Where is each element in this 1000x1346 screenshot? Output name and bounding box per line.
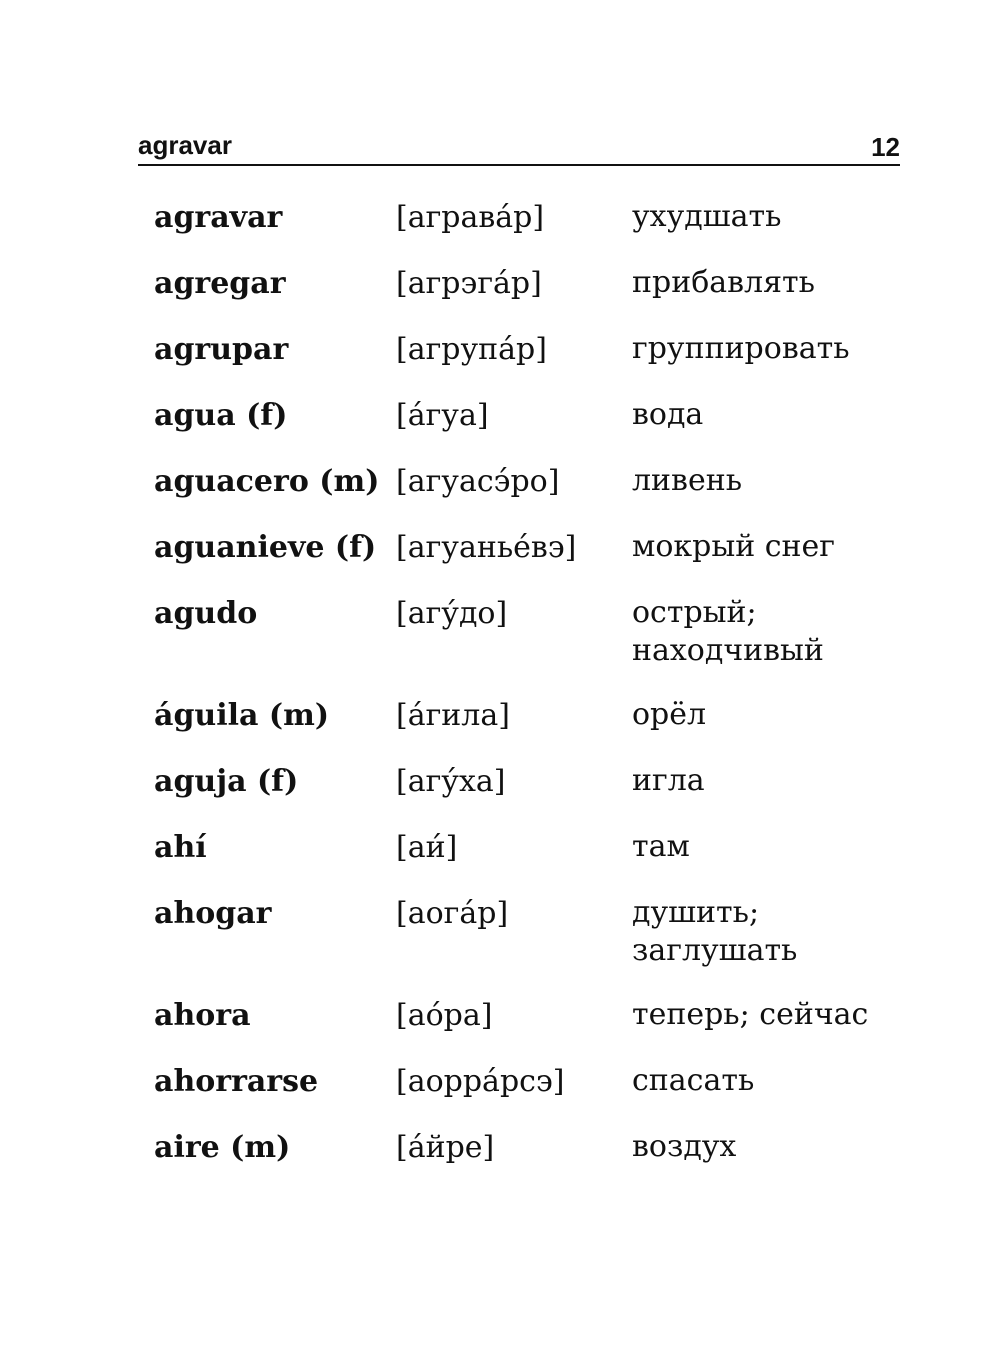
- translation-line: группировать: [632, 331, 850, 366]
- translation-line: орёл: [632, 697, 707, 732]
- translation-line: там: [632, 829, 690, 864]
- translation-line: ливень: [632, 463, 743, 498]
- translation-line: заглушать: [632, 933, 798, 968]
- entry-translation: [632, 1062, 900, 1100]
- entry-translation: [632, 762, 900, 800]
- translation-line: душить;: [632, 895, 760, 930]
- entry-word: ahí: [154, 830, 207, 865]
- entry-word: águila (m): [154, 698, 330, 733]
- entry-pronunciation: [ао́ра]: [396, 998, 493, 1033]
- entry-pronunciation: [агу́ха]: [396, 764, 506, 799]
- page-number: 12: [871, 132, 900, 162]
- entry: [154, 696, 900, 736]
- translation-line: острый;: [632, 595, 757, 630]
- entry-pronunciation: [аи́]: [396, 830, 458, 865]
- entry-word: agudo: [154, 596, 258, 631]
- entry-pronunciation: [аорра́рсэ]: [396, 1064, 565, 1099]
- entry: [154, 1128, 900, 1168]
- entry-translation: [632, 264, 900, 302]
- entry-pronunciation: [агрэга́р]: [396, 266, 542, 301]
- entry-pronunciation: [а́йре]: [396, 1130, 495, 1165]
- translation-line: теперь; сейчас: [632, 997, 869, 1032]
- entry-translation: [632, 462, 900, 500]
- entry: [154, 396, 900, 436]
- entry: [154, 894, 900, 970]
- entry: [154, 462, 900, 502]
- entry-word: agregar: [154, 266, 286, 301]
- translation-line: находчивый: [632, 633, 824, 668]
- translation-line: вода: [632, 397, 704, 432]
- entry: [154, 1062, 900, 1102]
- entry-word: aguanieve (f): [154, 530, 377, 565]
- entry-word: agravar: [154, 200, 283, 235]
- header-guide-word: agravar: [138, 130, 232, 160]
- entry-pronunciation: [аграва́р]: [396, 200, 545, 235]
- entry: [154, 996, 900, 1036]
- entry-pronunciation: [агуасэ́ро]: [396, 464, 560, 499]
- translation-line: спасать: [632, 1063, 755, 1098]
- entry-word: ahogar: [154, 896, 272, 931]
- entry: [154, 198, 900, 238]
- entry-word: aguacero (m): [154, 464, 380, 499]
- entry: [154, 828, 900, 868]
- entry: [154, 594, 900, 670]
- running-header: [138, 128, 900, 166]
- entry-word: ahorrarse: [154, 1064, 319, 1099]
- entry-pronunciation: [агрупа́р]: [396, 332, 547, 367]
- translation-line: игла: [632, 763, 705, 798]
- entry-pronunciation: [агуаньéвэ]: [396, 530, 577, 565]
- entry: [154, 330, 900, 370]
- entry: [154, 528, 900, 568]
- entry-translation: [632, 198, 900, 236]
- entry-word: agua (f): [154, 398, 288, 433]
- entry-word: aire (m): [154, 1130, 291, 1165]
- entry-translation: [632, 696, 900, 734]
- entry-translation: [632, 1128, 900, 1166]
- dictionary-entries: [154, 198, 900, 1194]
- entry-translation: [632, 594, 900, 670]
- entry-word: aguja (f): [154, 764, 299, 799]
- entry-word: ahora: [154, 998, 251, 1033]
- entry-translation: [632, 330, 900, 368]
- translation-line: прибавлять: [632, 265, 815, 300]
- entry-translation: [632, 894, 900, 970]
- entry: [154, 762, 900, 802]
- entry-translation: [632, 396, 900, 434]
- entry-pronunciation: [а́гуа]: [396, 398, 489, 433]
- translation-line: воздух: [632, 1129, 737, 1164]
- entry-pronunciation: [аога́р]: [396, 896, 509, 931]
- entry-word: agrupar: [154, 332, 289, 367]
- translation-line: мокрый снег: [632, 529, 836, 564]
- entry-pronunciation: [агу́до]: [396, 596, 508, 631]
- entry-pronunciation: [а́гила]: [396, 698, 510, 733]
- entry: [154, 264, 900, 304]
- entry-translation: [632, 828, 900, 866]
- entry-translation: [632, 528, 900, 566]
- translation-line: ухудшать: [632, 199, 782, 234]
- entry-translation: [632, 996, 900, 1034]
